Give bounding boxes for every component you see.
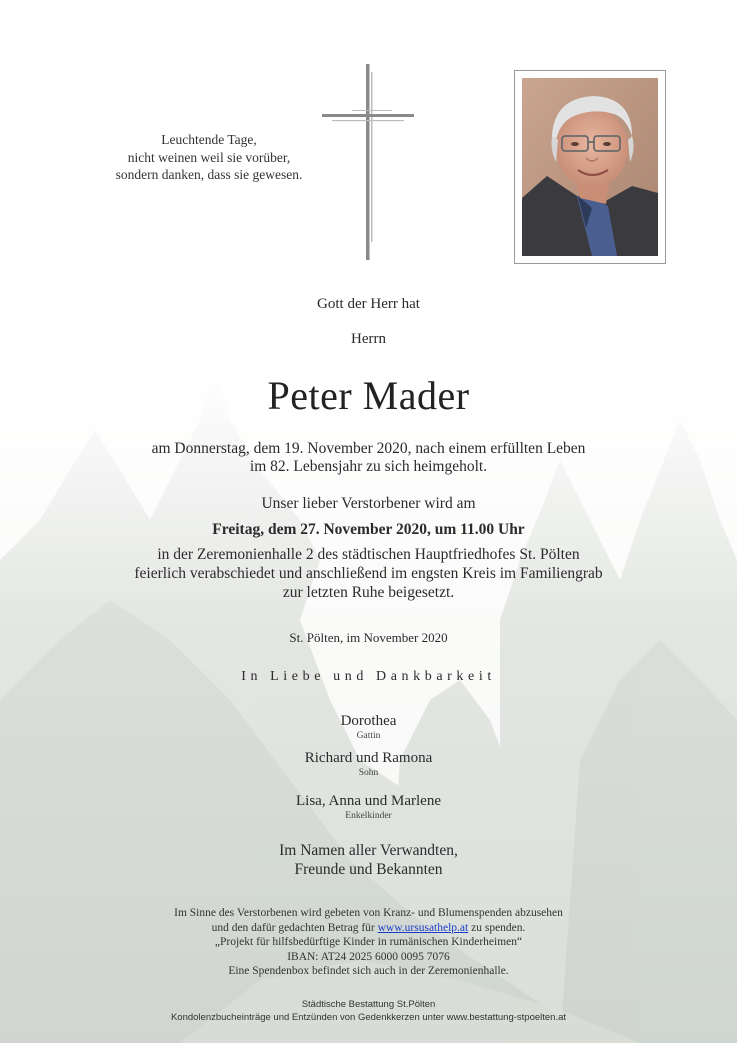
death-line-2: im 82. Lebensjahr zu sich heimgeholt. [249,458,488,475]
family-name-2: Richard und Ramona [304,750,433,766]
family-role-1: Gattin [356,731,381,741]
ceremony-line-3: zur letzten Ruhe beigesetzt. [282,584,455,601]
donation-line-5: Eine Spendenbox befindet sich auch in der Zeremonienhalle. [228,965,509,977]
relatives-line-2: Freunde und Bekannten [294,861,443,878]
footer-line-1: Städtische Bestattung St.Pölten [301,999,436,1010]
portrait-photo [522,78,658,256]
family-name-1: Dorothea [340,713,397,729]
place-date: St. Pölten, im November 2020 [289,630,448,645]
donation-line-2-text: und den dafür gedachten Betrag für [211,921,378,934]
deceased-name: Peter Mader [267,373,470,418]
ceremony-line-2: feierlich verabschiedet und anschließend im engsten Kreis im Familiengrab [134,565,603,582]
quote-line-3: sondern danken, dass sie gewesen. [115,167,303,182]
ceremony-date: Freitag, dem 27. November 2020, um 11.00 Uhr [212,521,525,538]
intro-line-1: Gott der Herr hat [317,296,420,312]
donation-line-2 [0,921,737,936]
donation-line-4: IBAN: AT24 2025 6000 0095 7076 [287,950,450,963]
donation-notice [0,906,737,979]
footer [0,998,737,1024]
family-role-3: Enkelkinder [345,811,392,821]
ceremony-line-1: in der Zeremonienhalle 2 des städtischen Hauptfriedhofes St. Pölten [157,546,580,563]
donation-link[interactable]: www.ursusathelp.at [377,921,469,934]
cross-icon [322,64,414,260]
portrait-photo-frame [514,70,666,264]
memorial-quote [80,131,338,184]
dedication: In Liebe und Dankbarkeit [241,669,496,684]
relatives-line-1: Im Namen aller Verwandten, [279,842,458,859]
donation-line-1: Im Sinne des Verstorbenen wird gebeten von Kranz- und Blumenspenden abzusehen [174,907,563,919]
donation-line-3: „Projekt für hilfsbedürftige Kinder in rumänischen Kinderheimen“ [214,936,523,948]
footer-line-2: Kondolenzbucheinträge und Entzünden von Gedenkkerzen unter www.bestattung-stpoelten.at [170,1012,567,1023]
family-name-3: Lisa, Anna und Marlene [296,793,441,809]
family-role-2: Sohn [358,768,379,778]
intro-line-2: Herrn [351,331,386,347]
ceremony-intro: Unser lieber Verstorbener wird am [261,495,476,512]
death-line-1: am Donnerstag, dem 19. November 2020, nach einem erfüllten Leben [151,440,586,457]
quote-line-1: Leuchtende Tage, [161,132,257,147]
donation-line-2-end: zu spenden. [468,921,526,934]
quote-line-2: nicht weinen weil sie vorüber, [127,149,291,165]
